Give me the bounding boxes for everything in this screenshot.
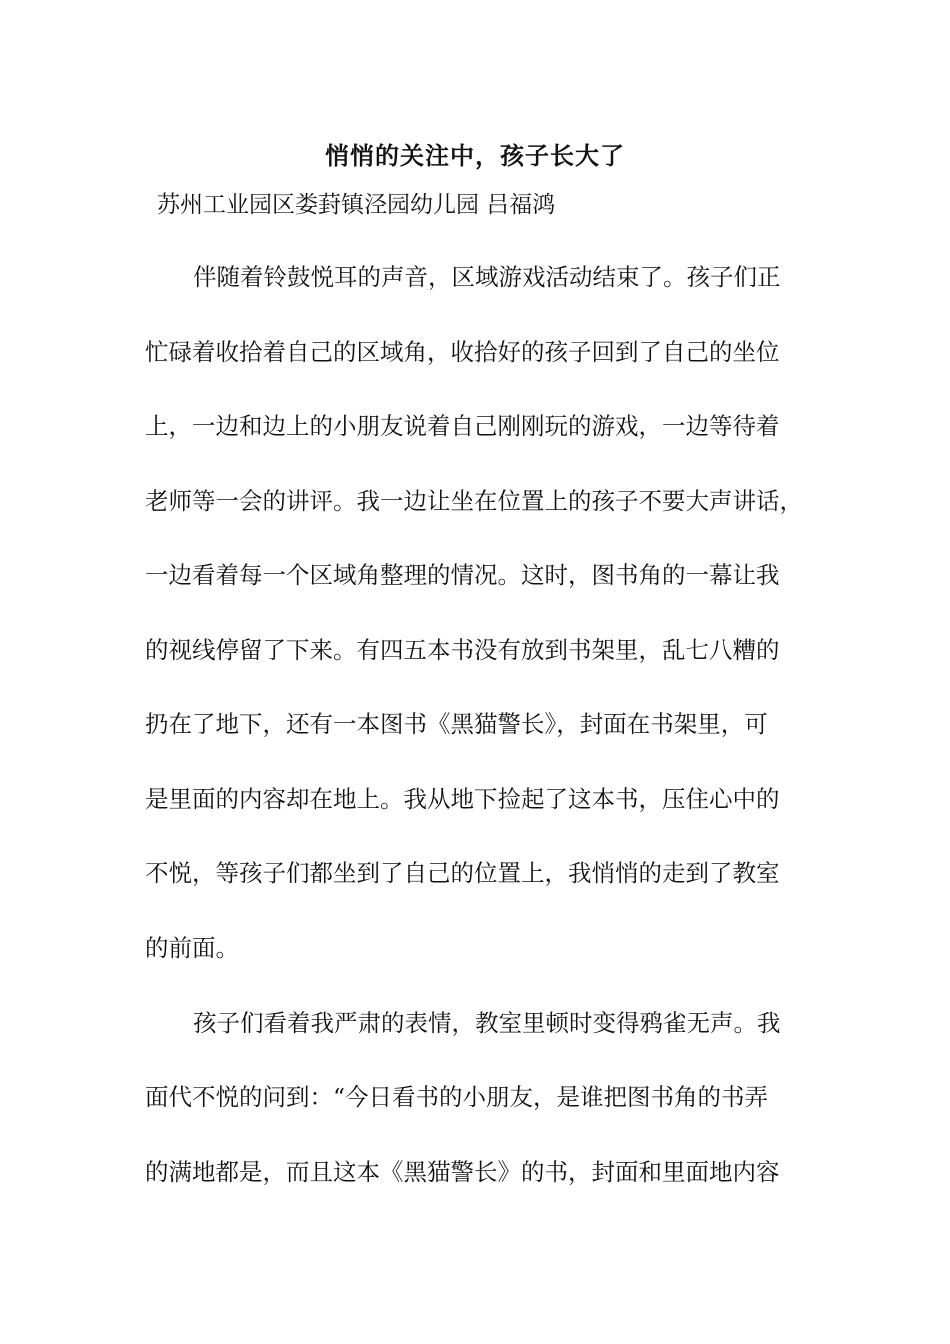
paragraph-line: 的满地都是，而且这本《黑猫警长》的书，封面和里面地内容 [145,1158,780,1186]
document-title: 悄悄的关注中，孩子长大了 [325,141,625,170]
paragraph-line: 一边看着每一个区域角整理的情况。这时，图书角的一幕让我 [145,561,780,589]
paragraph-line: 的前面。 [145,934,239,962]
paragraph-line: 面代不悦的问到：“今日看书的小朋友，是谁把图书角的书弄 [145,1083,769,1111]
paragraph-line: 伴随着铃鼓悦耳的声音，区域游戏活动结束了。孩子们正 [193,263,781,291]
paragraph-line: 忙碌着收拾着自己的区域角，收拾好的孩子回到了自己的坐位 [145,338,780,366]
paragraph-line: 是里面的内容却在地上。我从地下捡起了这本书，压住心中的 [145,785,780,813]
paragraph-line: 扔在了地下，还有一本图书《黑猫警长》，封面在书架里，可 [145,710,768,738]
paragraph-line: 的视线停留了下来。有四五本书没有放到书架里，乱七八糟的 [145,636,780,664]
paragraph-line: 不悦，等孩子们都坐到了自己的位置上，我悄悄的走到了教室 [145,859,780,887]
paragraph-line: 老师等一会的讲评。我一边让坐在位置上的孩子不要大声讲话， [145,487,803,515]
author-byline: 苏州工业园区娄葑镇泾园幼儿园 吕福鸿 [157,192,556,218]
paragraph-line: 上，一边和边上的小朋友说着自己刚刚玩的游戏，一边等待着 [145,412,780,440]
paragraph-line: 孩子们看着我严肃的表情，教室里顿时变得鸦雀无声。我 [193,1009,781,1037]
